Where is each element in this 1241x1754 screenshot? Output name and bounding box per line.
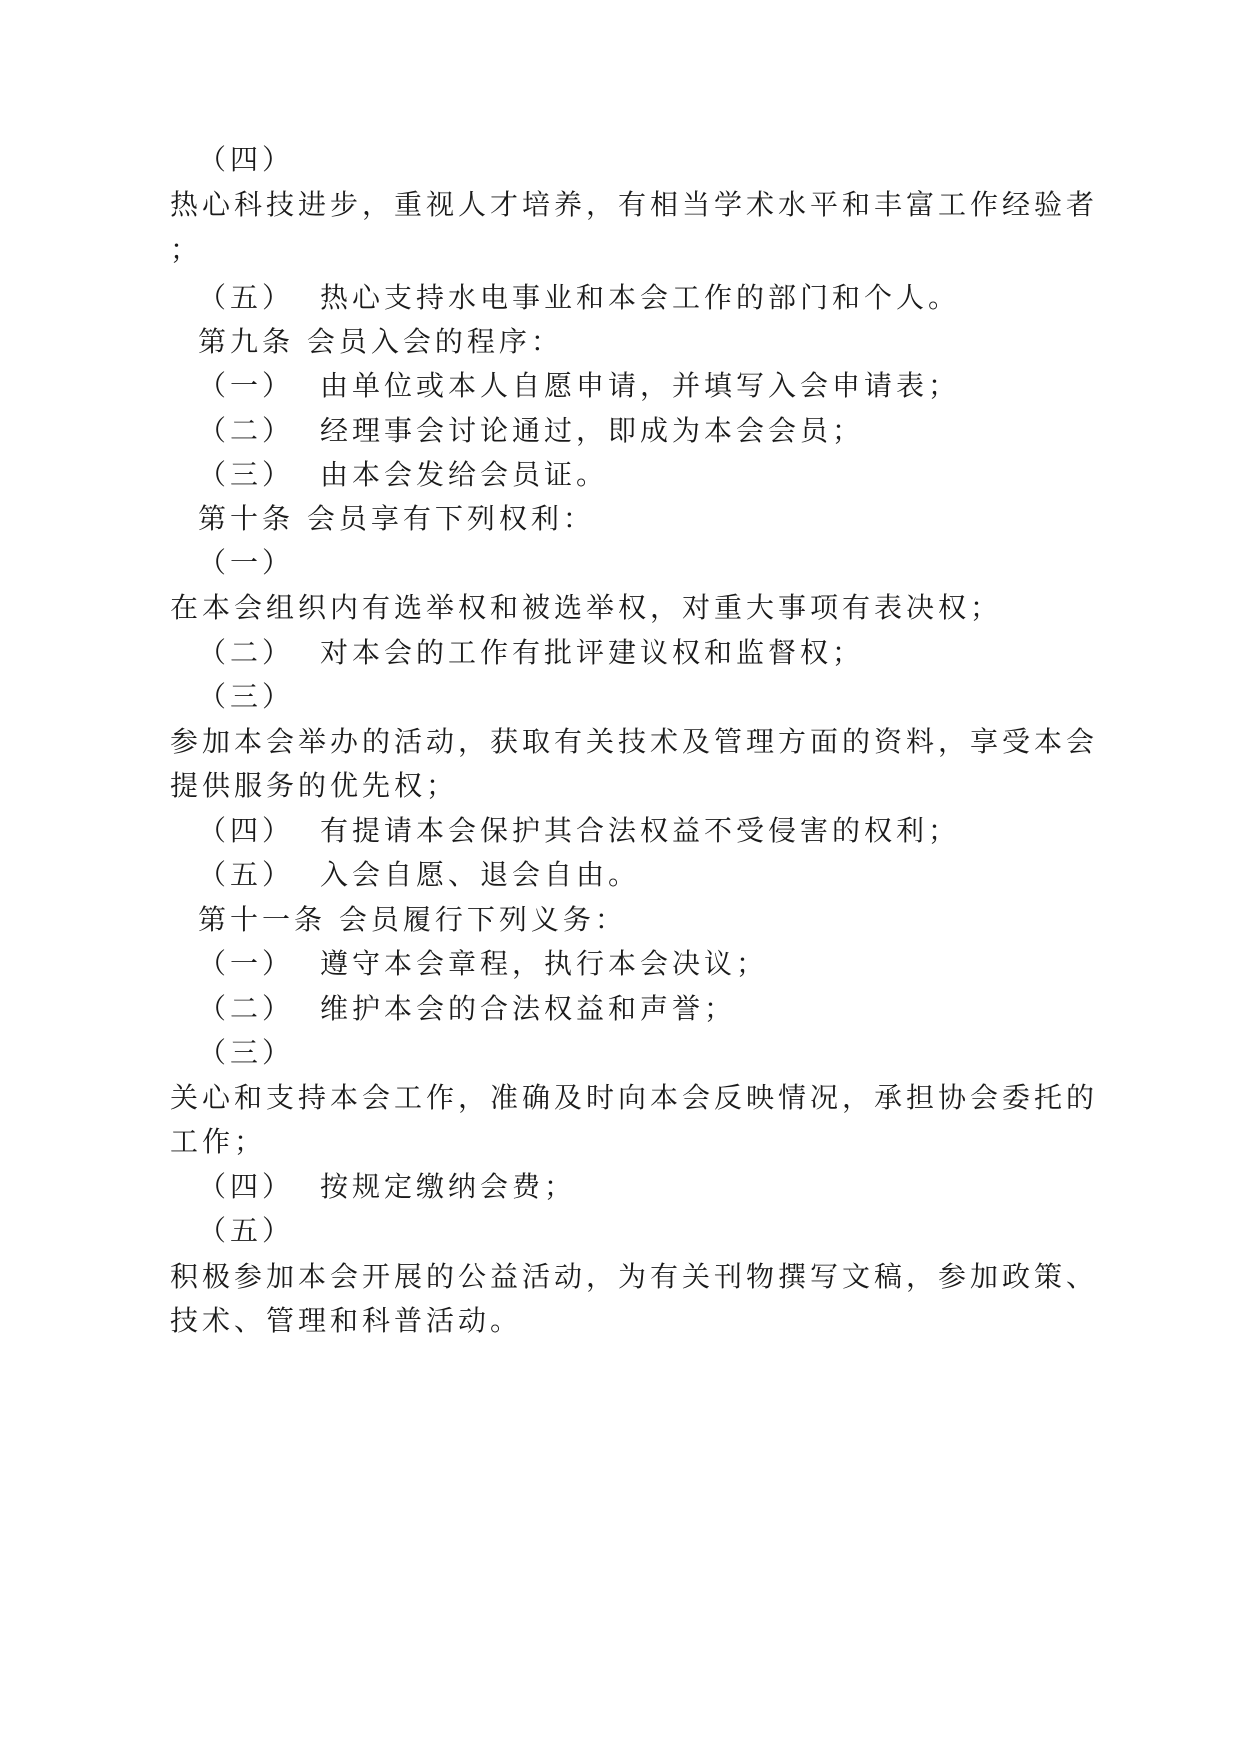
item-marker: （三） bbox=[198, 458, 295, 491]
text-line bbox=[198, 1214, 294, 1248]
text-line bbox=[170, 188, 1098, 222]
item-marker: （四） bbox=[198, 143, 295, 176]
line-text: 参加本会举办的活动，获取有关技术及管理方面的资料，享受本会 bbox=[170, 725, 1099, 758]
item-marker: （二） bbox=[198, 636, 295, 669]
text-line bbox=[170, 769, 458, 803]
line-text: 入会自愿、退会自由。 bbox=[320, 858, 641, 891]
text-line bbox=[198, 858, 640, 892]
line-text: 由本会发给会员证。 bbox=[320, 458, 609, 491]
line-text: 第十条 会员享有下列权利： bbox=[198, 502, 595, 535]
text-line bbox=[198, 502, 595, 536]
line-text: 工作； bbox=[170, 1125, 267, 1158]
text-line bbox=[198, 903, 627, 937]
text-line bbox=[198, 458, 608, 492]
text-line bbox=[198, 546, 294, 580]
text-line bbox=[198, 1170, 576, 1204]
item-marker: （五） bbox=[198, 1214, 295, 1247]
item-marker: （二） bbox=[198, 992, 295, 1025]
item-marker: （一） bbox=[198, 369, 295, 402]
line-text: 维护本会的合法权益和声誉； bbox=[320, 992, 737, 1025]
text-line bbox=[198, 636, 864, 670]
line-text: 提供服务的优先权； bbox=[170, 769, 459, 802]
text-line bbox=[198, 947, 768, 981]
text-line bbox=[198, 414, 864, 448]
line-text: 热心支持水电事业和本会工作的部门和个人。 bbox=[320, 281, 961, 314]
item-marker: （五） bbox=[198, 858, 295, 891]
item-marker: （二） bbox=[198, 414, 295, 447]
text-line bbox=[170, 1260, 1098, 1294]
item-marker: （三） bbox=[198, 1036, 295, 1069]
text-line bbox=[198, 325, 563, 359]
text-line bbox=[198, 992, 736, 1026]
line-text: 有提请本会保护其合法权益不受侵害的权利； bbox=[320, 814, 961, 847]
text-line bbox=[198, 281, 960, 315]
item-marker: （五） bbox=[198, 281, 295, 314]
text-line bbox=[198, 1036, 294, 1070]
line-text: 热心科技进步，重视人才培养，有相当学术水平和丰富工作经验者 bbox=[170, 188, 1099, 221]
text-line bbox=[198, 680, 294, 714]
line-text: 按规定缴纳会费； bbox=[320, 1170, 577, 1203]
text-line bbox=[198, 814, 960, 848]
text-line bbox=[170, 725, 1098, 759]
item-marker: （四） bbox=[198, 814, 295, 847]
text-line bbox=[170, 591, 1002, 625]
line-text: ； bbox=[170, 233, 203, 266]
line-text: 第十一条 会员履行下列义务： bbox=[198, 903, 627, 936]
item-marker: （四） bbox=[198, 1170, 295, 1203]
line-text: 第九条 会员入会的程序： bbox=[198, 325, 563, 358]
line-text: 经理事会讨论通过，即成为本会会员； bbox=[320, 414, 865, 447]
line-text: 在本会组织内有选举权和被选举权，对重大事项有表决权； bbox=[170, 591, 1003, 624]
line-text: 由单位或本人自愿申请，并填写入会申请表； bbox=[320, 369, 961, 402]
text-line bbox=[198, 369, 960, 403]
text-line bbox=[198, 143, 294, 177]
line-text: 积极参加本会开展的公益活动，为有关刊物撰写文稿，参加政策、 bbox=[170, 1260, 1099, 1293]
item-marker: （一） bbox=[198, 546, 295, 579]
item-marker: （三） bbox=[198, 680, 295, 713]
text-line bbox=[170, 1304, 522, 1338]
line-text: 遵守本会章程，执行本会决议； bbox=[320, 947, 769, 980]
text-line bbox=[170, 1125, 266, 1159]
text-line bbox=[170, 1081, 1098, 1115]
text-line bbox=[170, 233, 202, 267]
line-text: 关心和支持本会工作，准确及时向本会反映情况，承担协会委托的 bbox=[170, 1081, 1099, 1114]
line-text: 技术、管理和科普活动。 bbox=[170, 1304, 523, 1337]
item-marker: （一） bbox=[198, 947, 295, 980]
line-text: 对本会的工作有批评建议权和监督权； bbox=[320, 636, 865, 669]
